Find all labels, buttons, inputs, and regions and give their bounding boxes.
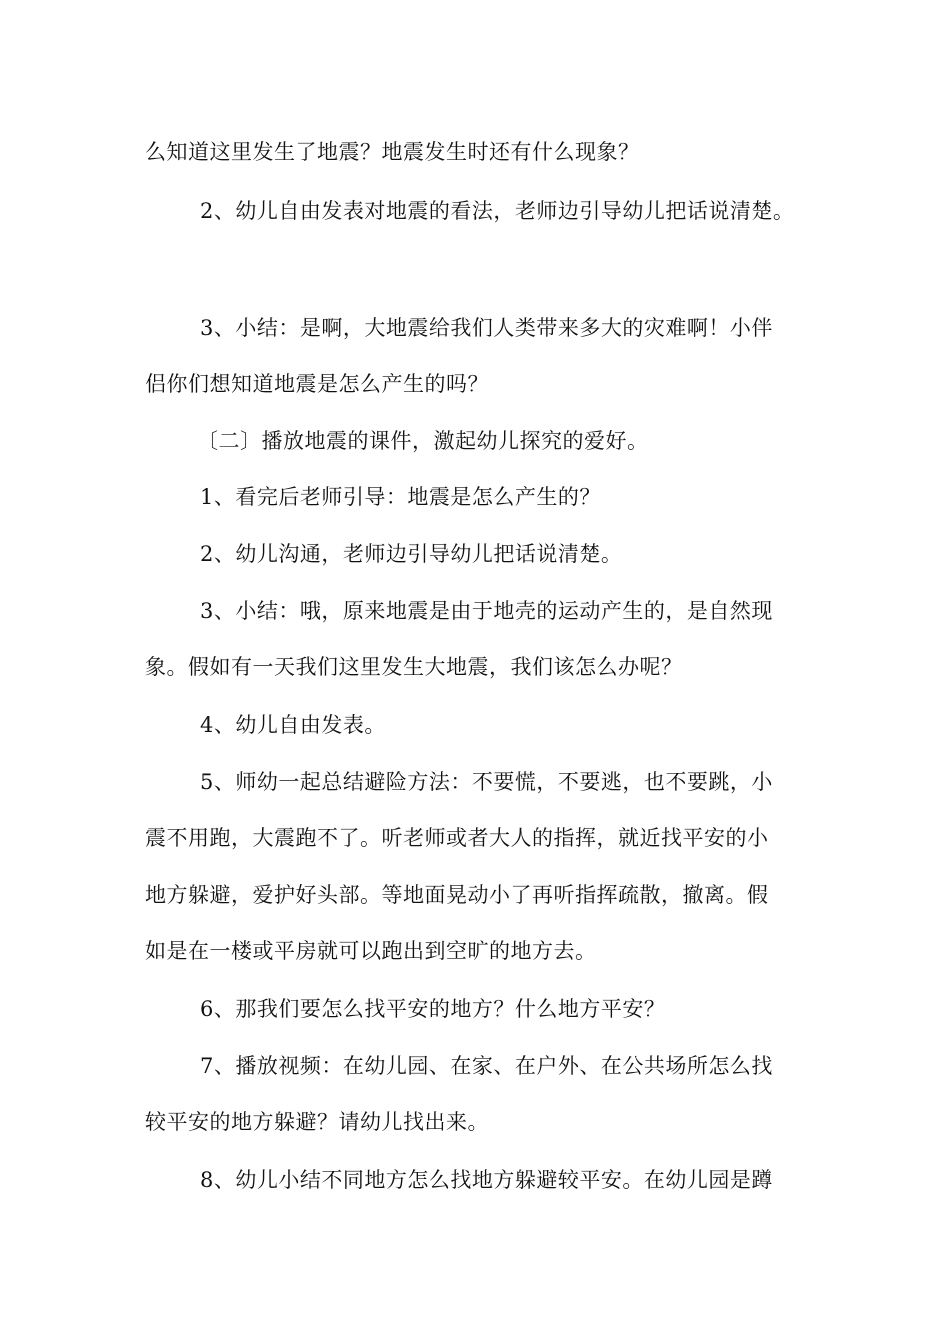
paragraph-line: 2、幼儿自由发表对地震的看法，老师边引导幼儿把话说清楚。 [200,199,795,223]
paragraph-line: 5、师幼一起总结避险方法：不要慌，不要逃，也不要跳，小 [200,770,773,794]
paragraph-line: 侣你们想知道地震是怎么产生的吗？ [145,372,489,396]
paragraph-line: 6、那我们要怎么找平安的地方？什么地方平安？ [200,997,666,1021]
section-heading: 〔二〕播放地震的课件，激起幼儿探究的爱好。 [197,429,649,453]
paragraph-line: 4、幼儿自由发表。 [200,713,386,737]
paragraph-line: 1、看完后老师引导：地震是怎么产生的？ [200,485,601,509]
paragraph-line: 3、小结：是啊，大地震给我们人类带来多大的灾难啊！小伴 [200,316,773,340]
paragraph-line: 较平安的地方躲避？请幼儿找出来。 [145,1110,489,1134]
paragraph-line: 如是在一楼或平房就可以跑出到空旷的地方去。 [145,939,597,963]
paragraph-line: 8、幼儿小结不同地方怎么找地方躲避较平安。在幼儿园是蹲 [200,1168,773,1192]
paragraph-line: 3、小结：哦，原来地震是由于地壳的运动产生的，是自然现 [200,599,773,623]
paragraph-line: 象。假如有一天我们这里发生大地震，我们该怎么办呢？ [145,655,683,679]
paragraph-line: 震不用跑，大震跑不了。听老师或者大人的指挥，就近找平安的小 [145,826,769,850]
paragraph-line: 么知道这里发生了地震？地震发生时还有什么现象？ [145,140,640,164]
paragraph-line: 2、幼儿沟通，老师边引导幼儿把话说清楚。 [200,542,623,566]
paragraph-line: 地方躲避，爱护好头部。等地面晃动小了再听指挥疏散，撤离。假 [145,883,769,907]
paragraph-line: 7、播放视频：在幼儿园、在家、在户外、在公共场所怎么找 [200,1054,773,1078]
